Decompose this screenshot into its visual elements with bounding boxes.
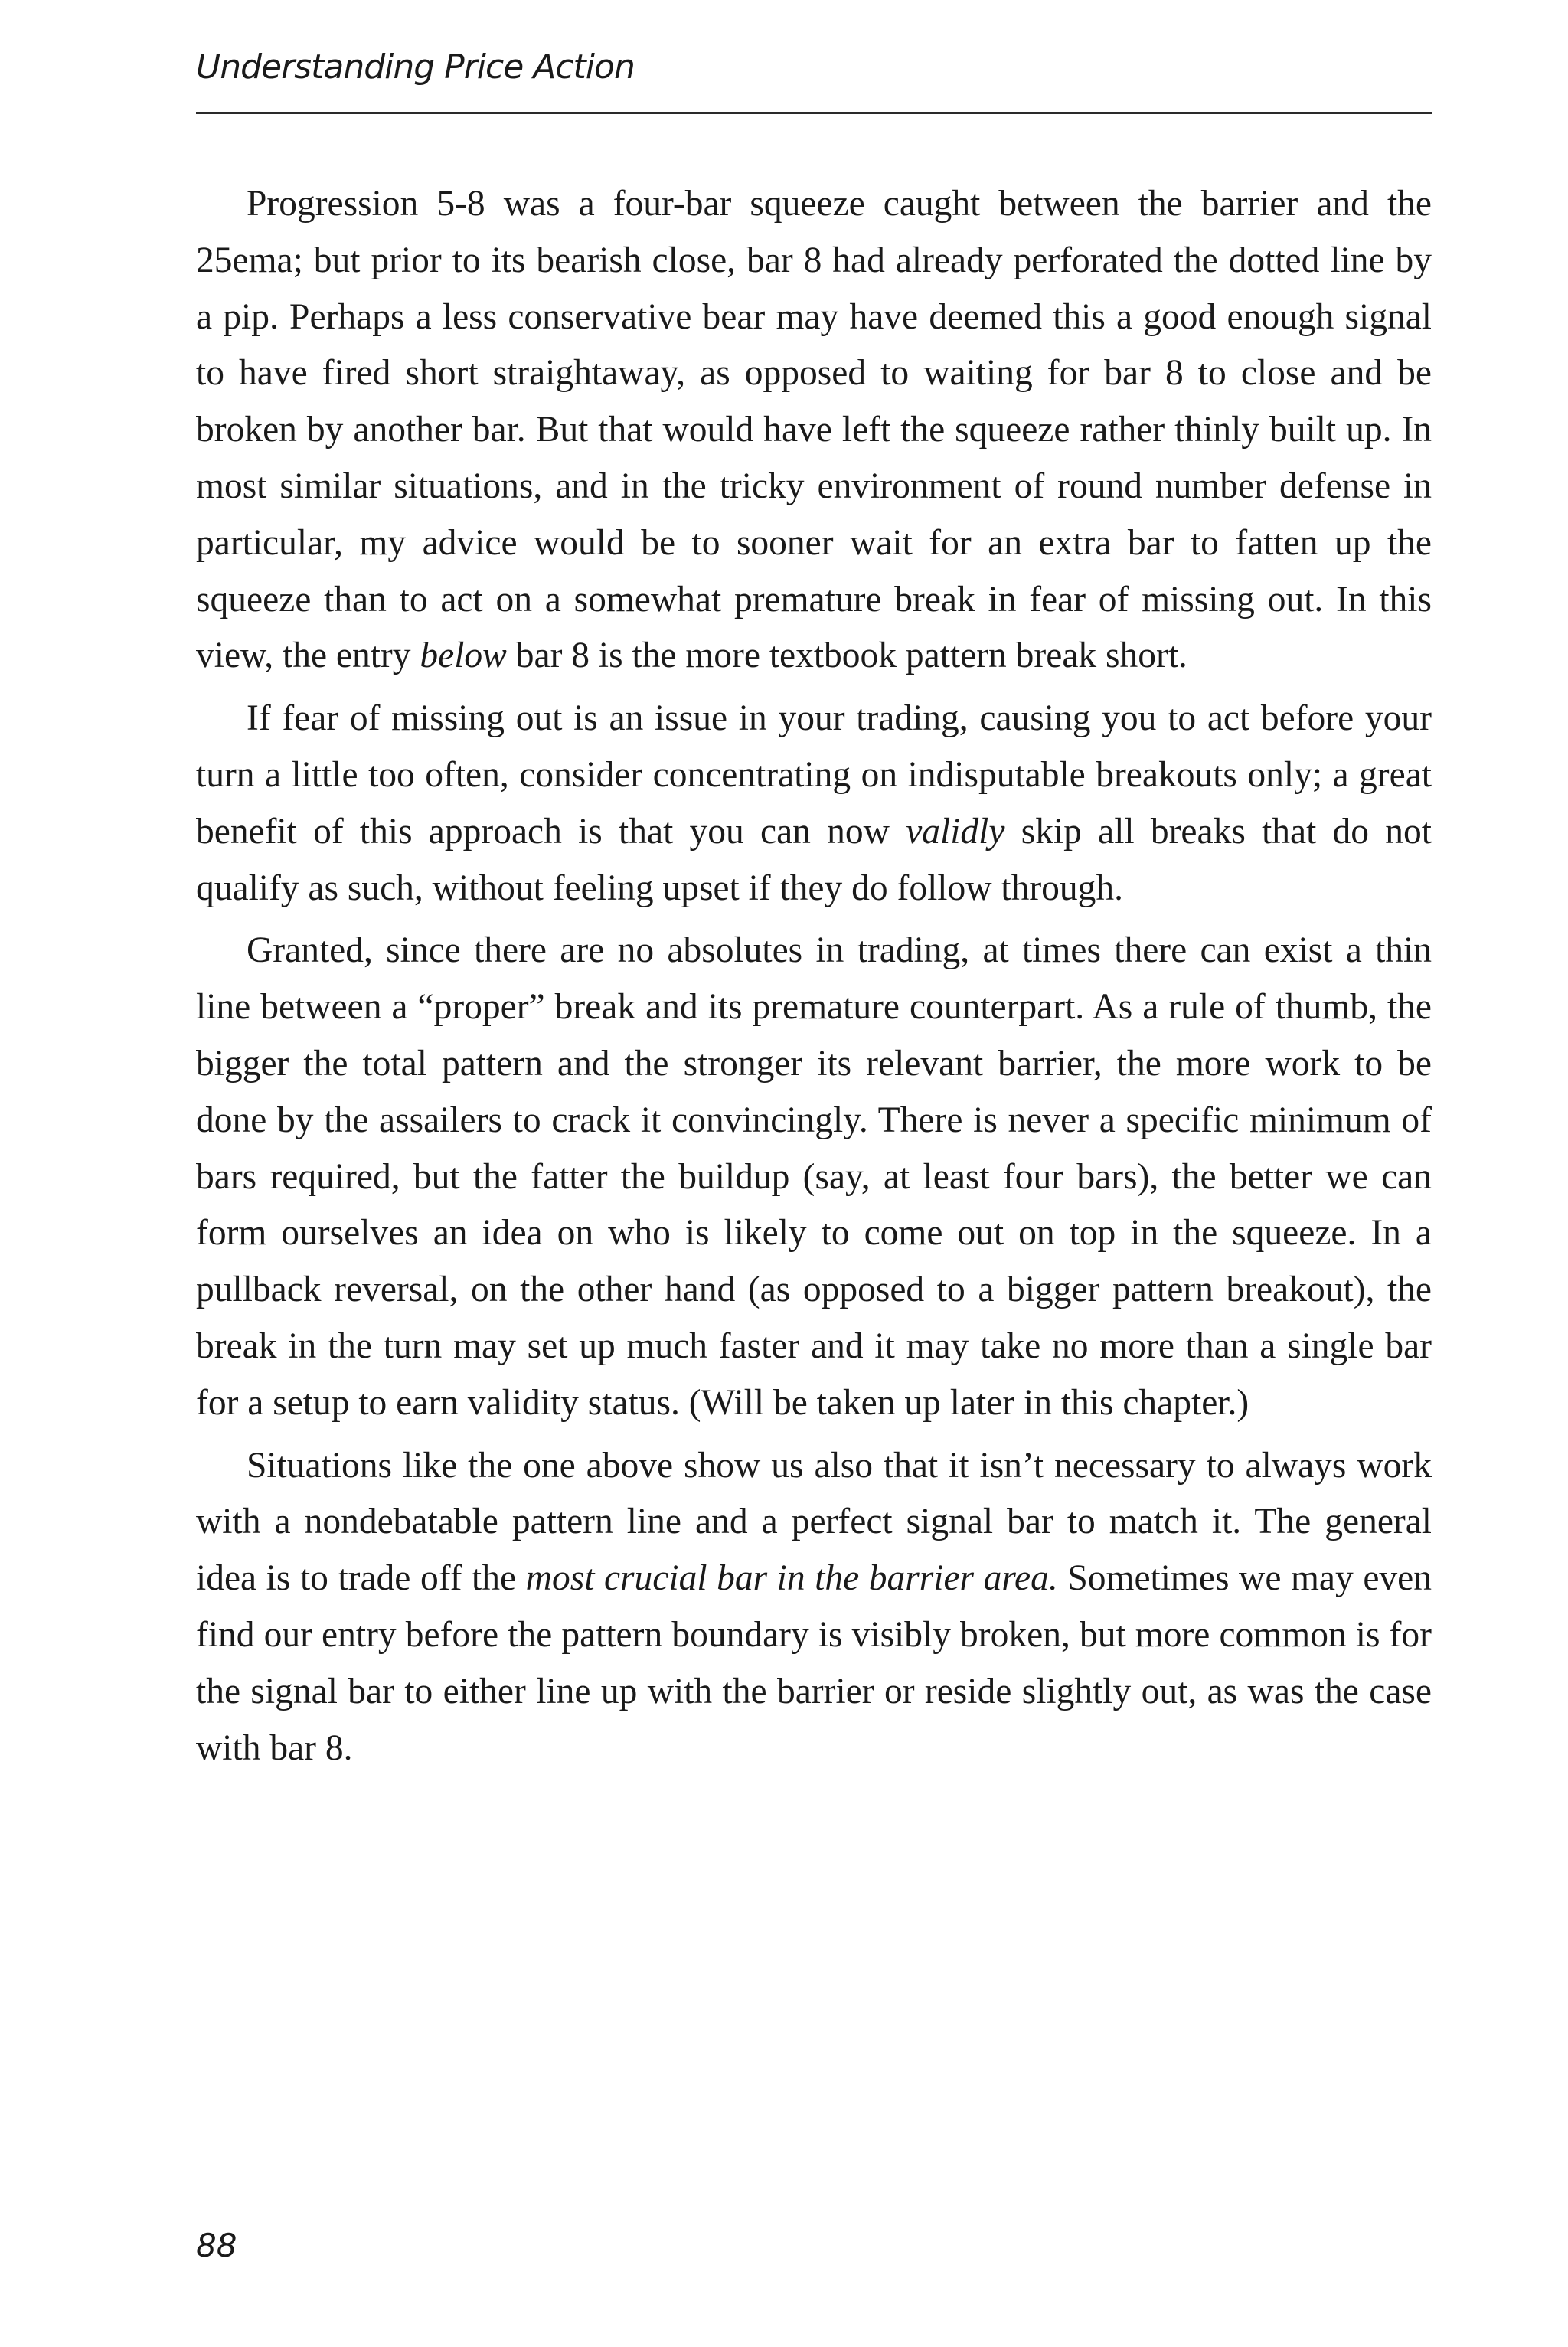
running-head: Understanding Price Action — [196, 47, 635, 87]
paragraph-1 — [196, 176, 1432, 685]
paragraph-2 — [196, 691, 1432, 917]
page-number: 88 — [196, 2227, 237, 2264]
paragraph-1-emphasis: below — [420, 636, 507, 676]
paragraph-4 — [196, 1438, 1432, 1777]
paragraph-1-text-b: bar 8 is the more textbook pattern break short. — [506, 636, 1187, 676]
paragraph-2-emphasis: validly — [906, 811, 1005, 852]
header-rule — [196, 112, 1432, 114]
paragraph-1-text-a: Progression 5-8 was a four-bar squeeze caught between the barrier and the 25ema; but prior to its bearish close, bar 8 had already perforated the dotted line by a pip. Perhaps a less conservative bear may have deemed this a good enough signal to have fired short straightaway, as opposed to waiting for bar 8 to close and be broken by another bar. But that would have left the squeeze rather thinly built up. In most similar situations, and in the tricky environment of round number defense in particular, my advice would be to sooner wait for an extra bar to fatten up the squeeze than to act on a somewhat premature break in fear of missing out. In this view, the entry — [196, 184, 1432, 676]
paragraph-4-text-b: Sometimes we may even find our entry before the pattern boundary is visibly broken, but more common is for the signal bar to either line up with the barrier or reside slightly out, as was the case with bar 8. — [196, 1558, 1432, 1768]
paragraph-4-text-a: Situations like the one above show us also that it isn’t necessary to always work with a nondebatable pattern line and a perfect signal bar to match it. The general idea is to trade off the — [196, 1445, 1432, 1599]
body-text — [196, 176, 1432, 1777]
paragraph-4-emphasis: most crucial bar in the barrier area. — [525, 1558, 1058, 1599]
paragraph-2-text-a: If fear of missing out is an issue in your trading, causing you to act before your turn a little too often, consider concentrating on indisputable breakouts only; a great benefit of this approach is that you can now — [196, 698, 1432, 852]
paragraph-3: Granted, since there are no absolutes in trading, at times there can exist a thin line between a “proper” break and its premature counterpart. As a rule of thumb, the bigger the total pattern and the stronger its relevant barrier, the more work to be done by the assailers to crack it convincingly. There is never a specific minimum of bars required, but the fatter the buildup (say, at least four bars), the better we can form ourselves an idea on who is likely to come out on top in the squeeze. In a pullback reversal, on the other hand (as opposed to a bigger pattern breakout), the break in the turn may set up much faster and it may take no more than a single bar for a setup to earn validity status. (Will be taken up later in this chapter.) — [196, 930, 1432, 1423]
paragraph-2-text-b: skip all breaks that do not qualify as such, without feeling upset if they do follow through. — [196, 811, 1432, 908]
